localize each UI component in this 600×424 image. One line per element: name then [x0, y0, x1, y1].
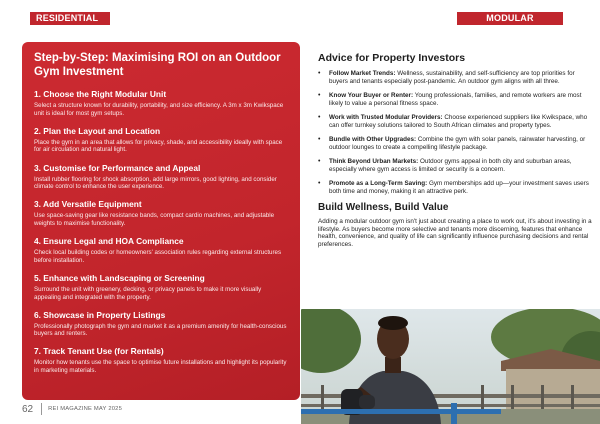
step-6: [34, 273, 288, 301]
step-8: [34, 346, 288, 374]
steps-panel: [22, 42, 300, 400]
bullet-icon: •: [318, 113, 321, 121]
list-item: [318, 114, 592, 129]
bullet-icon: •: [318, 70, 321, 77]
advice-title: Advice for Property Investors: [318, 52, 466, 64]
step-4: [34, 199, 288, 227]
step-2: [34, 126, 288, 154]
list-item: [318, 136, 592, 151]
step-heading: 2. Plan the Layout and Location: [34, 125, 161, 136]
step-body: Surround the unit with greenery, decking, or privacy panels to make it more visually appealing and integrated with the property.: [34, 285, 262, 301]
step-heading: 6. Showcase in Property Listings: [34, 309, 166, 320]
page-footer: [22, 402, 122, 416]
step-1: [34, 89, 288, 117]
bullet-icon: •: [318, 91, 321, 99]
step-body: Place the gym in an area that allows for privacy, shade, and accessibility ideally with space for air circulation and natural light.: [34, 138, 283, 154]
bullet-icon: •: [318, 135, 321, 143]
section-tag-modular-structures: MODULAR STRUCTURES: [457, 12, 563, 25]
magazine-name: REI MAGAZINE MAY 2025: [48, 406, 123, 412]
step-heading: 7. Track Tenant Use (for Rentals): [34, 346, 164, 357]
step-body: Monitor how tenants use the space to optimise future installations and highlight its popularity in marketing materials.: [34, 359, 287, 375]
bullet-icon: •: [318, 157, 321, 165]
steps-title: Step-by-Step: Maximising ROI on an Outdoor Gym Investment: [34, 52, 281, 78]
advice-item-lead: Bundle with Other Upgrades:: [329, 135, 417, 143]
wellness-title: Build Wellness, Build Value: [318, 201, 449, 213]
gym-photo: [301, 309, 600, 424]
step-heading: 3. Add Versatile Equipment: [34, 199, 142, 210]
advice-column: [318, 52, 592, 248]
advice-item-lead: Work with Trusted Modular Providers:: [329, 113, 443, 121]
step-7: [34, 310, 288, 338]
advice-item-text: Young professionals, families, and remote workers are most likely to value a personal fitness space.: [329, 91, 582, 107]
advice-item-text: Combine the gym with solar panels, rainwater harvesting, or outdoor lounges to create a compelling lifestyle package.: [329, 135, 586, 151]
step-heading: 5. Enhance with Landscaping or Screening: [34, 272, 205, 283]
list-item: [318, 92, 592, 107]
advice-item-text: Wellness, sustainability, and self-sufficiency are top priorities for buyers and tenants especially post-pandemic. An outdoor gym aligns with all three.: [329, 70, 575, 85]
advice-item-text: Outdoor gyms appeal in both city and suburban areas, especially where gym access is limited or security is a concern.: [329, 157, 572, 173]
step-body: Select a structure known for durability, portability, and size efficiency. A 3m x 3m Kwikspace unit is ideal for most gym setups.: [34, 102, 284, 117]
list-item: [318, 158, 592, 173]
advice-item-lead: Think Beyond Urban Markets:: [329, 157, 419, 165]
advice-item-text: Gym memberships add up—your investment saves users both time and money, making it an attractive perk.: [329, 179, 589, 195]
bullet-icon: •: [318, 179, 321, 187]
page-number: 62: [22, 403, 34, 415]
section-tag-residential: RESIDENTIAL: [30, 12, 110, 25]
advice-list: [318, 70, 592, 195]
list-item: [318, 180, 592, 195]
advice-item-lead: Follow Market Trends:: [329, 70, 396, 77]
wellness-body: Adding a modular outdoor gym isn't just about creating a place to work out, it's about investing in a lifestyle. As buyers become more selective and tenants more discerning, features that enhance health, convenience, and quality of life can significantly influence purchasing decisions and rental preferences.: [318, 217, 592, 248]
step-5: [34, 236, 288, 264]
step-heading: 1. Choose the Right Modular Unit: [34, 89, 167, 99]
advice-item-lead: Promote as a Long-Term Saving:: [329, 179, 428, 187]
step-body: Check local building codes or homeowners' association rules regarding external structures before installation.: [34, 249, 282, 264]
step-body: Professionally photograph the gym and market it as a premium amenity for health-conscious buyers and renters.: [34, 322, 287, 338]
step-body: Use space-saving gear like resistance bands, compact cardio machines, and adjustable weights to maximise functionality.: [34, 212, 275, 227]
step-body: Install rubber flooring for shock absorption, add large mirrors, good lighting, and consider climate control to enhance the user experience.: [34, 175, 277, 191]
step-3: [34, 163, 288, 191]
step-heading: 4. Ensure Legal and HOA Compliance: [34, 236, 184, 247]
advice-item-lead: Know Your Buyer or Renter:: [329, 91, 414, 99]
footer-divider: [41, 403, 42, 415]
advice-item-text: Choose experienced suppliers like Kwikspace, who can offer turnkey solutions tailored to South African climates and property types.: [329, 113, 588, 129]
list-item: [318, 70, 592, 85]
step-heading: 3. Customise for Performance and Appeal: [34, 162, 201, 173]
